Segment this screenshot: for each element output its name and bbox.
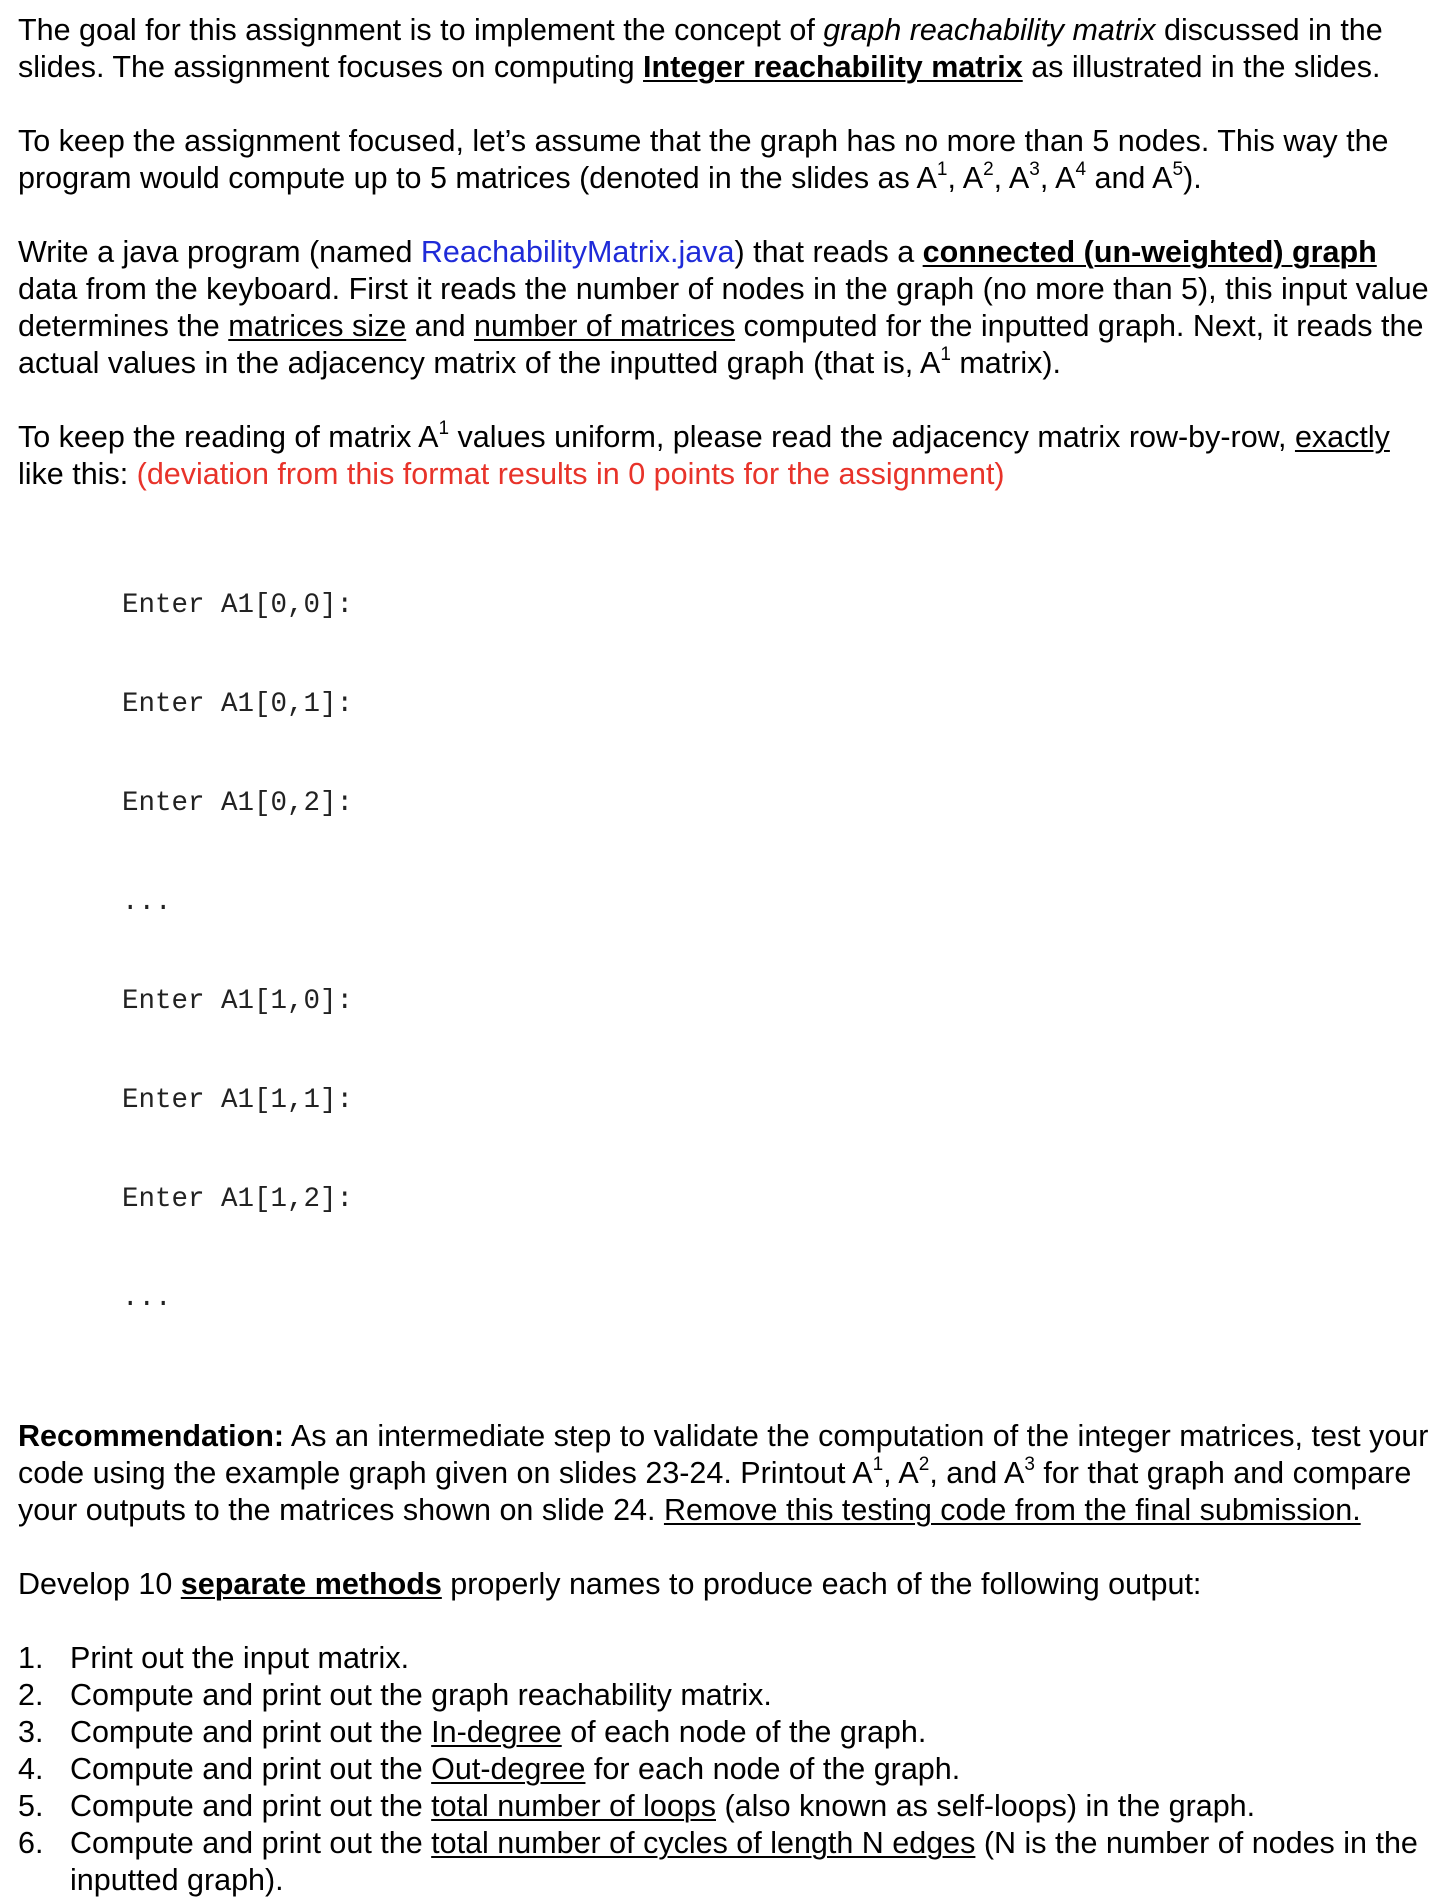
text: of each node of the graph. [561,1715,927,1749]
text: as illustrated in the slides. [1022,50,1381,84]
text: properly names to produce each of the following output: [441,1567,1202,1601]
text: , A [883,1456,919,1490]
spacer [18,1529,1438,1566]
superscript: 1 [438,418,450,439]
superscript: 1 [936,159,948,180]
list-item [18,1788,1438,1825]
text: for that graph and compare your outputs to the matrices shown on slide 24. [18,1456,1412,1527]
list-number: 6. [18,1826,44,1860]
list-item [18,1825,1438,1899]
input-prompt-code-block [122,523,1438,1381]
text: for each node of the graph. [585,1752,961,1786]
spacer [18,1603,1438,1640]
text: Develop 10 [18,1567,181,1601]
in-degree-term: In-degree [431,1715,562,1749]
text: As an intermediate step to validate the computation of the integer matrices, test your code using the example graph given on slides 23-24. Printout A [18,1419,1429,1490]
code-line: Enter A1[0,1]: [122,689,354,720]
text: and A [1086,161,1173,195]
list-number: 1. [18,1641,44,1675]
recommendation-label: Recommendation: [18,1419,285,1453]
superscript: 1 [940,344,951,365]
spacer [18,382,1438,419]
matrices-size-term: matrices size [228,309,407,343]
text: like this: [18,457,137,491]
list-item [18,1714,1438,1751]
list-item [18,1640,1438,1677]
list-number: 5. [18,1789,44,1823]
spacer [18,197,1438,234]
superscript: 5 [1172,159,1184,180]
separate-methods-term: separate methods [180,1567,442,1601]
text: ). [1183,161,1202,195]
superscript: 2 [918,1454,930,1475]
code-line: Enter A1[0,2]: [122,788,354,819]
integer-reachability-term: Integer reachability matrix [643,50,1023,84]
spacer [18,1381,1438,1418]
superscript: 3 [1029,159,1040,180]
recommendation-paragraph [18,1418,1438,1529]
text: Compute and print out the graph reachability matrix. [70,1678,772,1712]
spacer [18,86,1438,123]
code-line: Enter A1[1,1]: [122,1085,354,1116]
graph-reachability-term: graph reachability matrix [823,13,1156,47]
code-line: Enter A1[1,2]: [122,1184,354,1215]
number-of-matrices-term: number of matrices [474,309,736,343]
text: matrix). [950,346,1062,380]
text: Print out the input matrix. [70,1641,410,1675]
code-line: Enter A1[1,0]: [122,986,354,1017]
list-number: 2. [18,1678,44,1712]
superscript: 4 [1075,159,1087,180]
methods-paragraph [18,1566,1438,1603]
text: (also known as self-loops) in the graph. [716,1789,1256,1823]
remove-testing-code-note: Remove this testing code from the final submission. [663,1493,1361,1527]
spacer [18,493,1438,523]
text: , A [947,161,984,195]
text: Compute and print out the [70,1826,432,1860]
program-paragraph [18,234,1438,382]
input-format-paragraph [18,419,1438,493]
text: (N is the number of nodes in the inputted graph). [70,1826,1418,1897]
text: To keep the reading of matrix A [18,420,439,454]
superscript: 3 [1024,1454,1035,1475]
text: To keep the assignment focused, let’s assume that the graph has no more than 5 nodes. This way the program would compute up to 5 matrices (denoted in the slides as A [18,124,1389,195]
superscript: 1 [872,1454,884,1475]
text: Write a java program (named [18,235,421,269]
list-item [18,1751,1438,1788]
connected-graph-term: connected (un-weighted) graph [922,235,1377,269]
text: Compute and print out the [70,1789,432,1823]
text: , A [1039,161,1076,195]
text: The goal for this assignment is to implement the concept of [18,13,824,47]
total-cycles-term: total number of cycles of length N edges [431,1826,976,1860]
code-line: Enter A1[0,0]: [122,590,354,621]
total-loops-term: total number of loops [431,1789,716,1823]
text: computed for the inputted graph. Next, it reads the actual values in the adjacency matrix of the inputted graph (that is, A [18,309,1424,380]
deviation-warning: (deviation from this format results in 0 points for the assignment) [136,457,1005,491]
code-line: ... [122,887,172,918]
exactly-term: exactly [1294,420,1390,454]
text: , A [993,161,1030,195]
assignment-document [18,12,1438,1899]
scope-paragraph [18,123,1438,197]
text: , and A [929,1456,1025,1490]
text: Compute and print out the [70,1715,432,1749]
program-filename: ReachabilityMatrix.java [420,235,735,269]
code-line: ... [122,1283,172,1314]
text: Compute and print out the [70,1752,432,1786]
list-item [18,1677,1438,1714]
out-degree-term: Out-degree [431,1752,586,1786]
text: values uniform, please read the adjacency matrix row-by-row, [449,420,1295,454]
list-number: 4. [18,1752,44,1786]
text: data from the keyboard. First it reads the number of nodes in the graph (no more than 5), this input value determines the [18,272,1429,343]
text: ) that reads a [734,235,923,269]
intro-paragraph [18,12,1438,86]
list-number: 3. [18,1715,44,1749]
requirements-list [18,1640,1438,1899]
superscript: 2 [983,159,994,180]
text: discussed in the slides. The assignment focuses on computing [18,13,1383,84]
text: and [406,309,475,343]
